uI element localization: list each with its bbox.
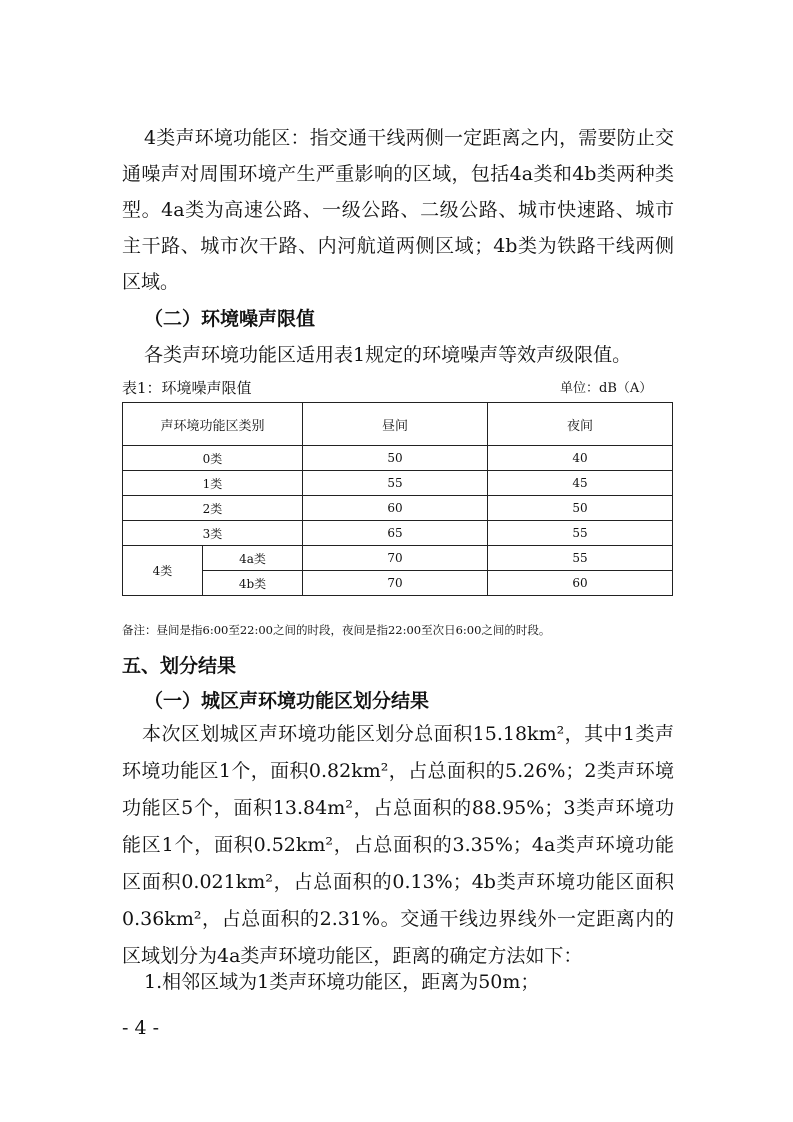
heading-results: 五、划分结果 <box>122 655 237 677</box>
cell-night: 45 <box>488 471 673 496</box>
cell-day: 70 <box>303 571 488 596</box>
page-number: - 4 - <box>122 1017 160 1039</box>
cell-day: 60 <box>303 496 488 521</box>
header-night: 夜间 <box>488 403 673 446</box>
table-row <box>123 446 673 471</box>
cell-category: 2类 <box>123 496 303 521</box>
cell-day: 55 <box>303 471 488 496</box>
paragraph-results: 本次区划城区声环境功能区划分总面积15.18km²，其中1类声环境功能区1个，面积0.82km²，占总面积的5.26%；2类声环境功能区5个，面积13.84m²，占总面积的88.95%；3类声环境功能区1个，面积0.52km²，占总面积的3.35%；4a类声环境功能区面积0.021km²，占总面积的0.13%；4b类声环境功能区面积0.36km²，占总面积的2.31%。交通干线边界线外一定距离内的区域划分为4a类声环境功能区，距离的确定方法如下： <box>122 723 674 967</box>
table-row <box>123 521 673 546</box>
heading-urban-results: （一）城区声环境功能区划分结果 <box>144 690 430 712</box>
table-note: 备注：昼间是指6:00至22:00之间的时段，夜间是指22:00至次日6:00之间的时段。 <box>122 623 551 637</box>
cell-night: 60 <box>488 571 673 596</box>
heading-noise-limits: （二）环境噪声限值 <box>144 308 316 330</box>
cell-night: 40 <box>488 446 673 471</box>
table-row <box>123 471 673 496</box>
cell-night: 55 <box>488 521 673 546</box>
noise-limit-table <box>122 402 673 596</box>
table-caption: 表1：环境噪声限值 <box>122 379 252 397</box>
cell-subcategory: 4a类 <box>203 546 303 571</box>
cell-day: 65 <box>303 521 488 546</box>
cell-category: 0类 <box>123 446 303 471</box>
header-day: 昼间 <box>303 403 488 446</box>
cell-category: 3类 <box>123 521 303 546</box>
cell-night: 50 <box>488 496 673 521</box>
table-header-row <box>123 403 673 446</box>
cell-category: 1类 <box>123 471 303 496</box>
cell-day: 50 <box>303 446 488 471</box>
table-row <box>123 571 673 596</box>
header-category: 声环境功能区类别 <box>123 403 303 446</box>
table-row <box>123 496 673 521</box>
cell-night: 55 <box>488 546 673 571</box>
paragraph-class4-definition: 4类声环境功能区：指交通干线两侧一定距离之内，需要防止交通噪声对周围环境产生严重影响的区域，包括4a类和4b类两种类型。4a类为高速公路、一级公路、二级公路、城市快速路、城市主干路、城市次干路、内河航道两侧区域；4b类为铁路干线两侧区域。 <box>122 127 674 293</box>
cell-class4: 4类 <box>123 546 203 596</box>
cell-subcategory: 4b类 <box>203 571 303 596</box>
paragraph-noise-limits: 各类声环境功能区适用表1规定的环境噪声等效声级限值。 <box>144 344 632 366</box>
paragraph-item-1: 1.相邻区域为1类声环境功能区，距离为50m； <box>144 971 540 993</box>
table-unit: 单位：dB（A） <box>560 381 653 396</box>
cell-day: 70 <box>303 546 488 571</box>
table-row <box>123 546 673 571</box>
